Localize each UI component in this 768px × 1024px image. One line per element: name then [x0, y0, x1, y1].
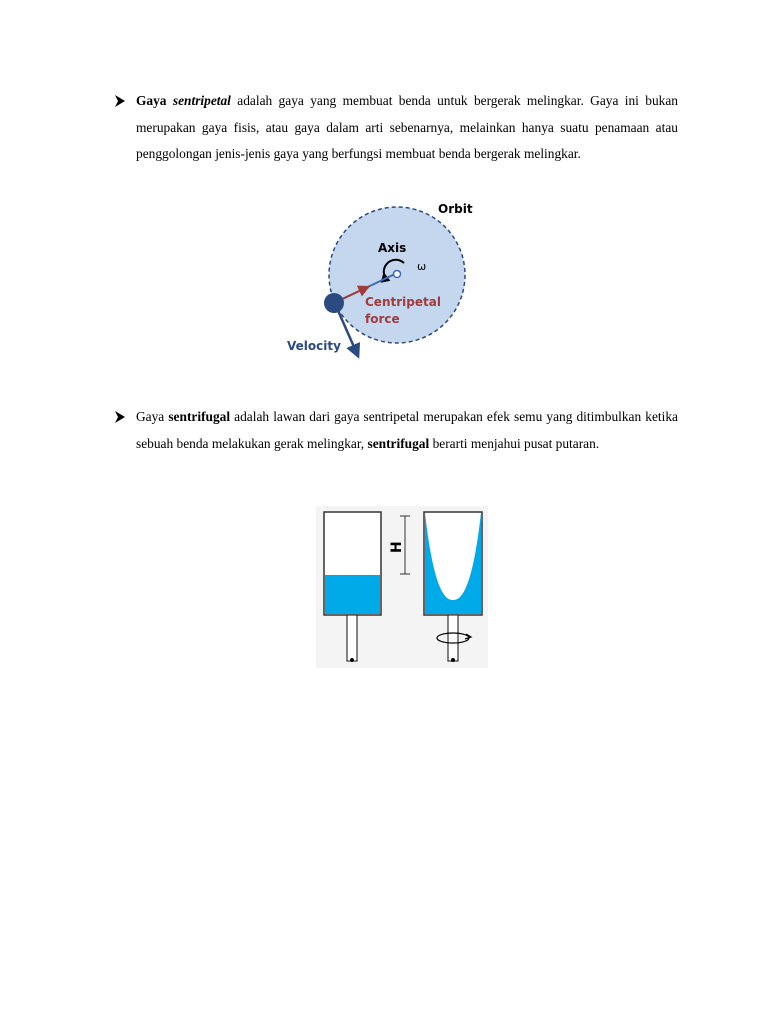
force-label-2: force: [365, 312, 400, 326]
term-sentripetal: sentripetal: [172, 93, 231, 108]
centrifugal-paragraph: [136, 404, 678, 457]
term-sentrifugal-2: sentrifugal: [367, 435, 430, 451]
bullet-centripetal: [113, 88, 678, 168]
centripetal-diagram: [280, 196, 480, 366]
height-label: H: [389, 541, 405, 553]
centrifugal-diagram: [316, 506, 488, 668]
axis-label: Axis: [378, 241, 407, 255]
bullet-centrifugal: [113, 404, 678, 457]
term-sentrifugal: sentrifugal: [168, 409, 231, 424]
arrow-bullet-icon: [113, 94, 127, 108]
term-gaya: Gaya: [136, 93, 167, 108]
velocity-label: Velocity: [287, 339, 341, 353]
orbiting-body: [324, 293, 344, 313]
force-label-1: Centripetal: [365, 295, 441, 309]
centripetal-definition: adalah gaya yang membuat benda untuk bergerak melingkar. Gaya ini bukan merupakan gaya fisis, atau gaya dalam arti sebenarnya, melainkan hanya suatu penamaan atau penggolongan jenis-jenis gaya yang berfungsi membuat benda bergerak melingkar.: [136, 93, 678, 162]
axis-point: [394, 271, 401, 278]
lead-gaya: Gaya: [136, 409, 169, 424]
centrifugal-meaning: berarti menjahui pusat putaran.: [429, 435, 600, 451]
centripetal-paragraph: [136, 88, 678, 168]
arrow-bullet-icon: [113, 410, 127, 424]
omega-label: ω: [417, 260, 427, 273]
static-water: [325, 575, 380, 614]
centrifugal-definition: adalah lawan dari gaya sentripetal merupakan efek semu yang ditimbulkan ketika sebuah benda melakukan gerak melingkar,: [136, 409, 678, 451]
orbit-label: Orbit: [438, 202, 473, 216]
